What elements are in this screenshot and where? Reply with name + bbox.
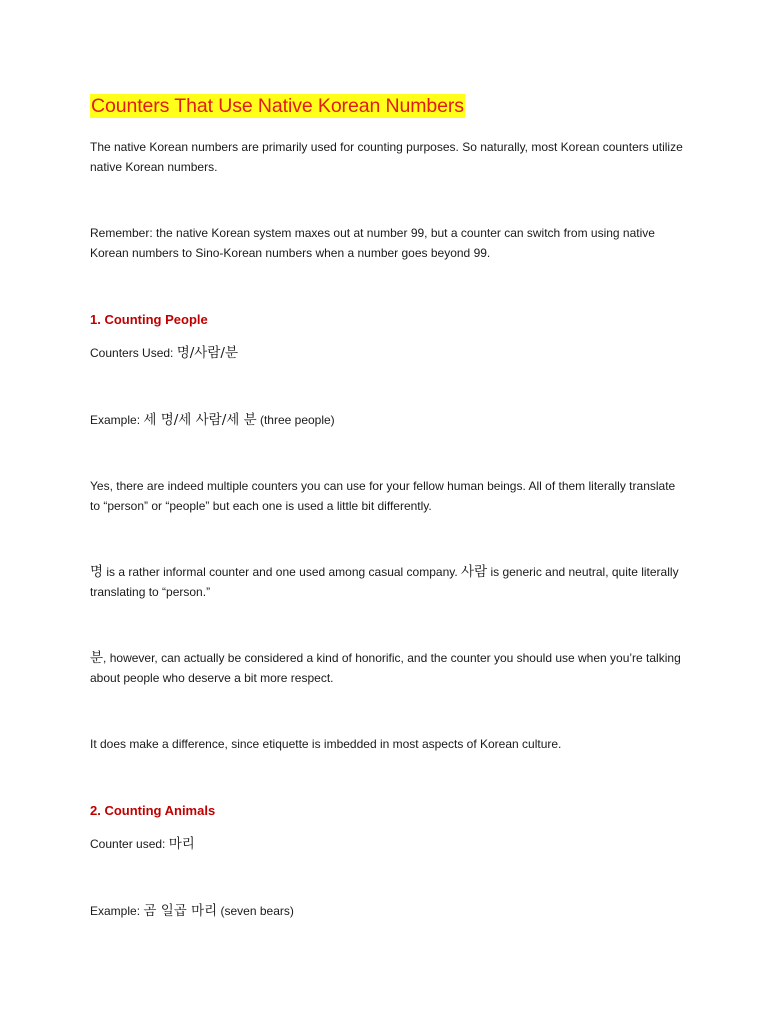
korean-word-myeong: 명 <box>90 564 104 580</box>
people-counters-line <box>90 344 688 364</box>
example-label: Example: <box>90 904 144 918</box>
people-paragraph-3 <box>90 649 688 688</box>
counters-korean: 마리 <box>168 836 195 852</box>
section-heading-people: 1. Counting People <box>90 312 208 327</box>
example-korean: 곰 일곱 마리 <box>143 903 218 919</box>
counters-label: Counter used: <box>90 837 169 851</box>
korean-word-saram: 사람 <box>461 564 488 580</box>
example-korean: 세 명/세 사람/세 분 <box>143 412 257 428</box>
people-paragraph-1: Yes, there are indeed multiple counters you can use for your fellow human beings. All of them literally translate to “person” or “people” but each one is used a little bit differently. <box>90 479 676 513</box>
example-translation: (three people) <box>256 413 335 427</box>
counters-korean: 명/사람/분 <box>176 345 238 361</box>
paragraph-text: is a rather informal counter and one used among casual company. <box>103 565 462 579</box>
korean-word-bun: 분 <box>90 650 104 666</box>
people-paragraph-2 <box>90 563 688 602</box>
remember-paragraph: Remember: the native Korean system maxes out at number 99, but a counter can switch from using native Korean numbers to Sino-Korean numbers when a number goes beyond 99. <box>90 226 655 260</box>
paragraph-text: , however, can actually be considered a kind of honorific, and the counter you should use when you’re talking about people who deserve a bit more respect. <box>90 651 681 685</box>
people-example-line <box>90 411 688 431</box>
page-title: Counters That Use Native Korean Numbers <box>91 95 464 117</box>
example-label: Example: <box>90 413 144 427</box>
section-heading-animals: 2. Counting Animals <box>90 803 216 818</box>
counters-label: Counters Used: <box>90 346 177 360</box>
title-row <box>90 94 688 119</box>
animals-example-line <box>90 902 688 922</box>
people-paragraph-4: It does make a difference, since etiquette is imbedded in most aspects of Korean culture. <box>90 737 562 751</box>
intro-paragraph: The native Korean numbers are primarily used for counting purposes. So naturally, most Korean counters utilize native Korean numbers. <box>90 140 683 174</box>
example-translation: (seven bears) <box>217 904 294 918</box>
animals-counters-line <box>90 835 688 855</box>
paragraph-text: is generic and neutral, quite literally translating to “person.” <box>90 565 679 599</box>
